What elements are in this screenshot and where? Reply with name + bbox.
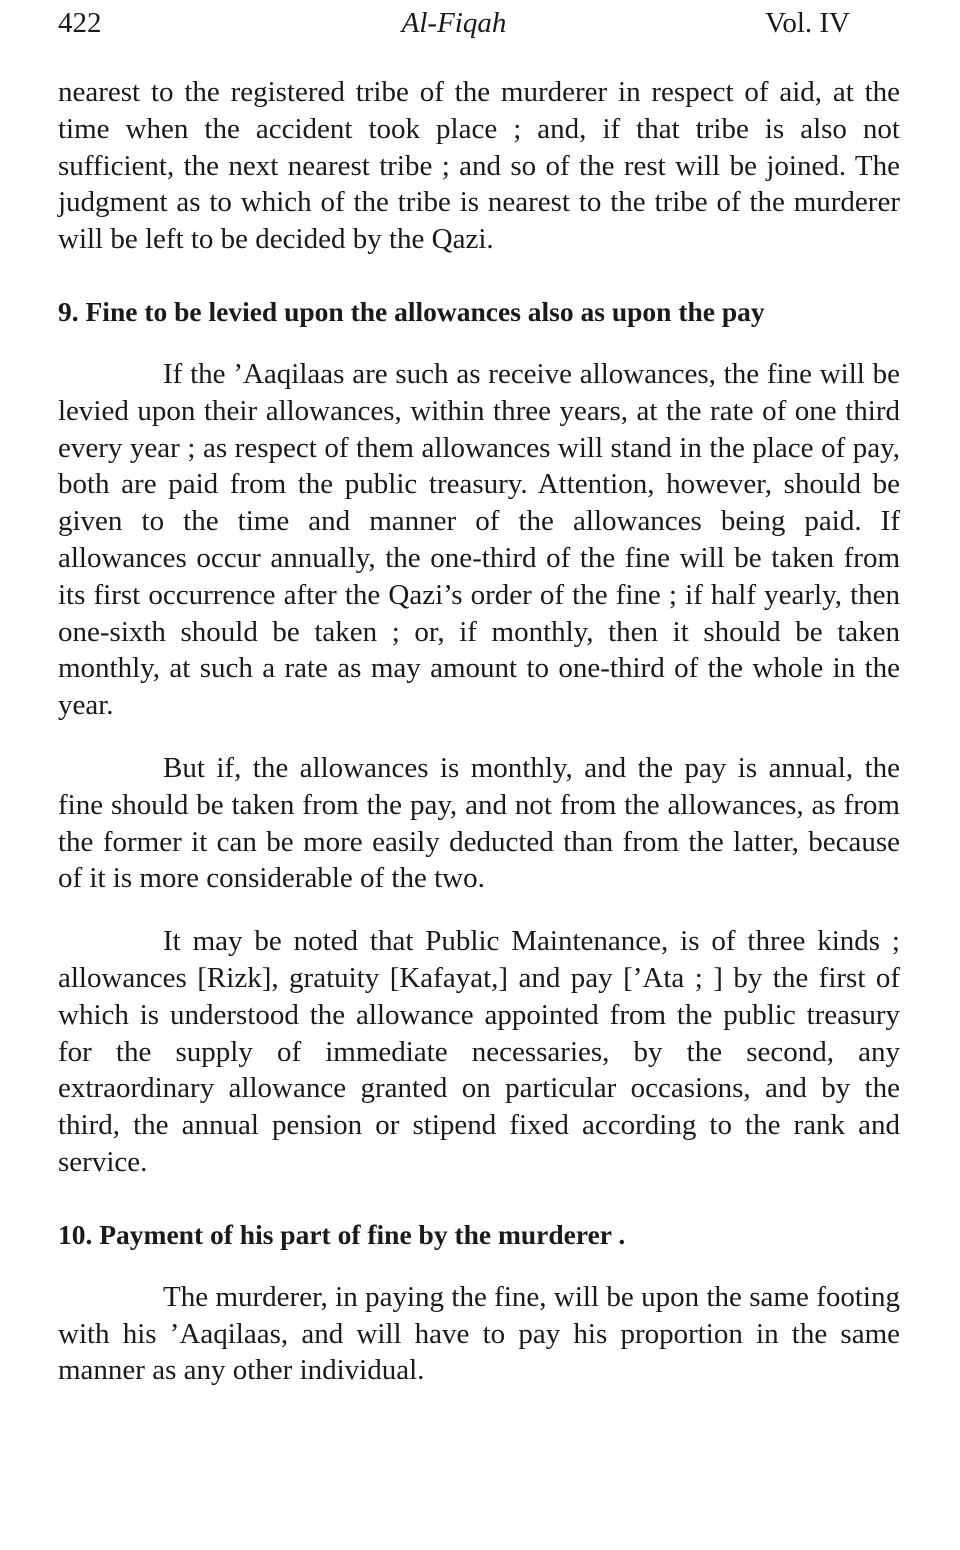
section-9-heading: 9. Fine to be levied upon the allowances also as upon the pay [58, 295, 765, 327]
book-title: Al-Fiqah [401, 7, 507, 39]
running-header [58, 4, 850, 42]
section-10-heading: 10. Payment of his part of fine by the murderer . [58, 1218, 626, 1250]
page-body [58, 74, 900, 1389]
volume-label: Vol. IV [765, 7, 850, 39]
section-9-paragraph-2: But if, the allowances is monthly, and the pay is annual, the fine should be taken from the pay, and not from the allowances, as from the former it can be more easily deducted than from the latter, because of it is more considerable of the two. [58, 751, 900, 895]
section-9-paragraph-1: If the ’Aaqilaas are such as receive allowances, the fine will be levied upon their allowances, within three years, at the rate of one third every year ; as respect of them allowances will stand in the place of pay, both are paid from the public treasury. Attention, however, should be given to the time and manner of the allowances being paid. If allowances occur annually, the one-third of the fine will be taken from its first occurrence after the Qazi’s order of the fine ; if half yearly, then one-sixth should be taken ; or, if monthly, then it should be taken monthly, at such a rate as may amount to one-third of the whole in the year. [58, 357, 900, 722]
intro-paragraph: nearest to the registered tribe of the murderer in respect of aid, at the time when the accident took place ; and, if that tribe is also not sufficient, the next nearest tribe ; and so of the rest will be joined. The judgment as to which of the tribe is nearest to the tribe of the murderer will be left to be decided by the Qazi. [58, 76, 900, 256]
page-number: 422 [58, 7, 102, 39]
section-10-paragraph-1: The murderer, in paying the fine, will be upon the same footing with his ’Aaqilaas, and will have to pay his proportion in the same manner as any other individual. [58, 1280, 900, 1387]
section-9-paragraph-3: It may be noted that Public Maintenance, is of three kinds ; allowances [Rizk], gratuity [Kafayat,] and pay [’Ata ; ] by the first of which is understood the allowance appointed from the public treasury for the supply of immediate necessaries, by the second, any extraordinary allowance granted on particular occasions, and by the third, the annual pension or stipend fixed according to the rank and service. [58, 925, 900, 1178]
